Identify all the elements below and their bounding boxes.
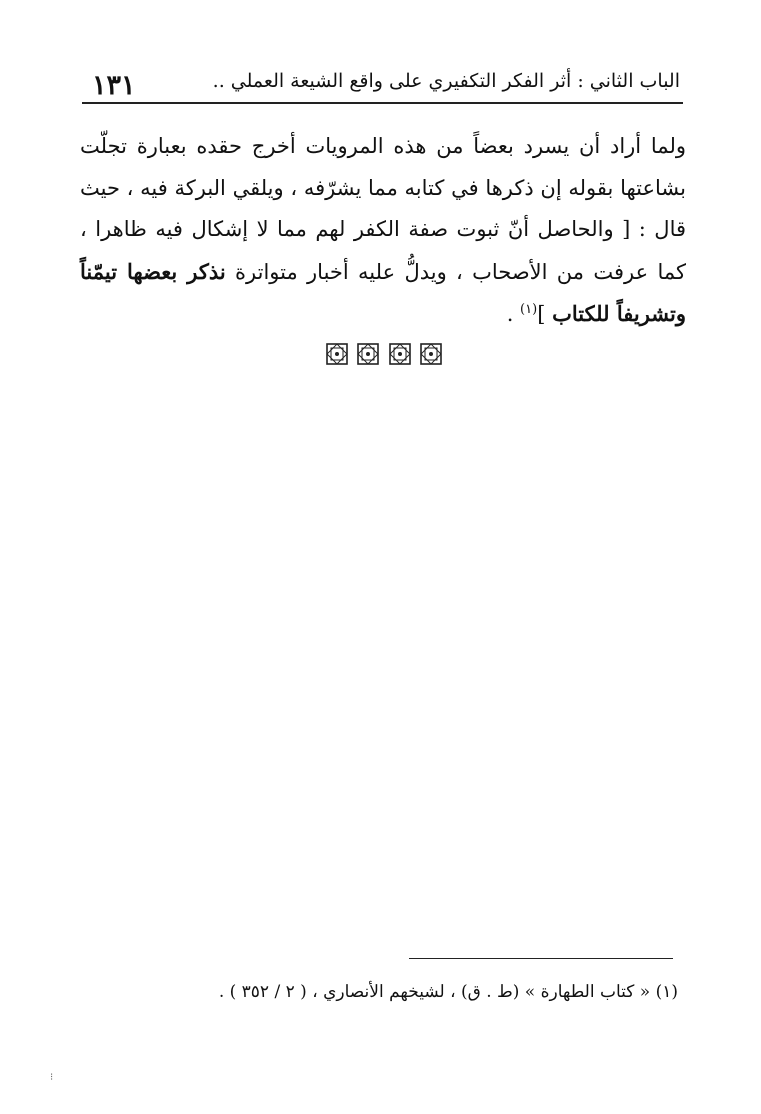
footnote-number: (١) <box>655 982 678 1002</box>
square-ornament-icon <box>326 343 348 365</box>
body-line-5 <box>80 293 686 336</box>
footnote-text: « كتاب الطهارة » (ط . ق) ، لشيخهم الأنصاري ، ( ٢ / ٣٥٢ ) . <box>218 982 651 1002</box>
footnote-divider <box>409 958 673 959</box>
header-divider <box>82 102 683 104</box>
running-title: الباب الثاني : أثر الفكر التكفيري على واقع الشيعة العملي .. <box>212 70 680 92</box>
page-header <box>82 66 682 106</box>
body-line-4 <box>80 251 686 294</box>
square-ornament-icon <box>357 343 379 365</box>
footnote <box>219 982 678 1002</box>
body-line-4-bold: نذكر بعضها تيمّناً <box>80 258 226 284</box>
body-line-5-end: . <box>506 302 521 326</box>
square-ornament-icon <box>389 343 411 365</box>
body-line-3: قال : [ والحاصل أنّ ثبوت صفة الكفر لهم مما لا إشكال فيه ظاهرا ، <box>80 217 686 241</box>
body-line-2: بشاعتها بقوله إن ذكرها في كتابه مما يشرّفه ، ويلقي البركة فيه ، حيث <box>80 175 686 200</box>
quote-close-bracket: ] <box>537 302 553 326</box>
body-line-4-plain: كما عرفت من الأصحاب ، ويدلُّ عليه أخبار متواترة <box>235 259 686 284</box>
body-line-1: ولما أراد أن يسرد بعضاً من هذه المرويات أخرج حقده بعبارة تجلّت <box>80 134 686 158</box>
section-ornaments <box>326 343 442 367</box>
scan-mark: ⁝ <box>50 1072 54 1083</box>
page-number: ١٣١ <box>92 70 136 101</box>
square-ornament-icon <box>420 343 442 365</box>
footnote-ref[interactable]: (١) <box>520 302 538 317</box>
body-paragraph <box>80 126 686 336</box>
body-line-5-bold: وتشريفاً للكتاب <box>552 301 686 326</box>
